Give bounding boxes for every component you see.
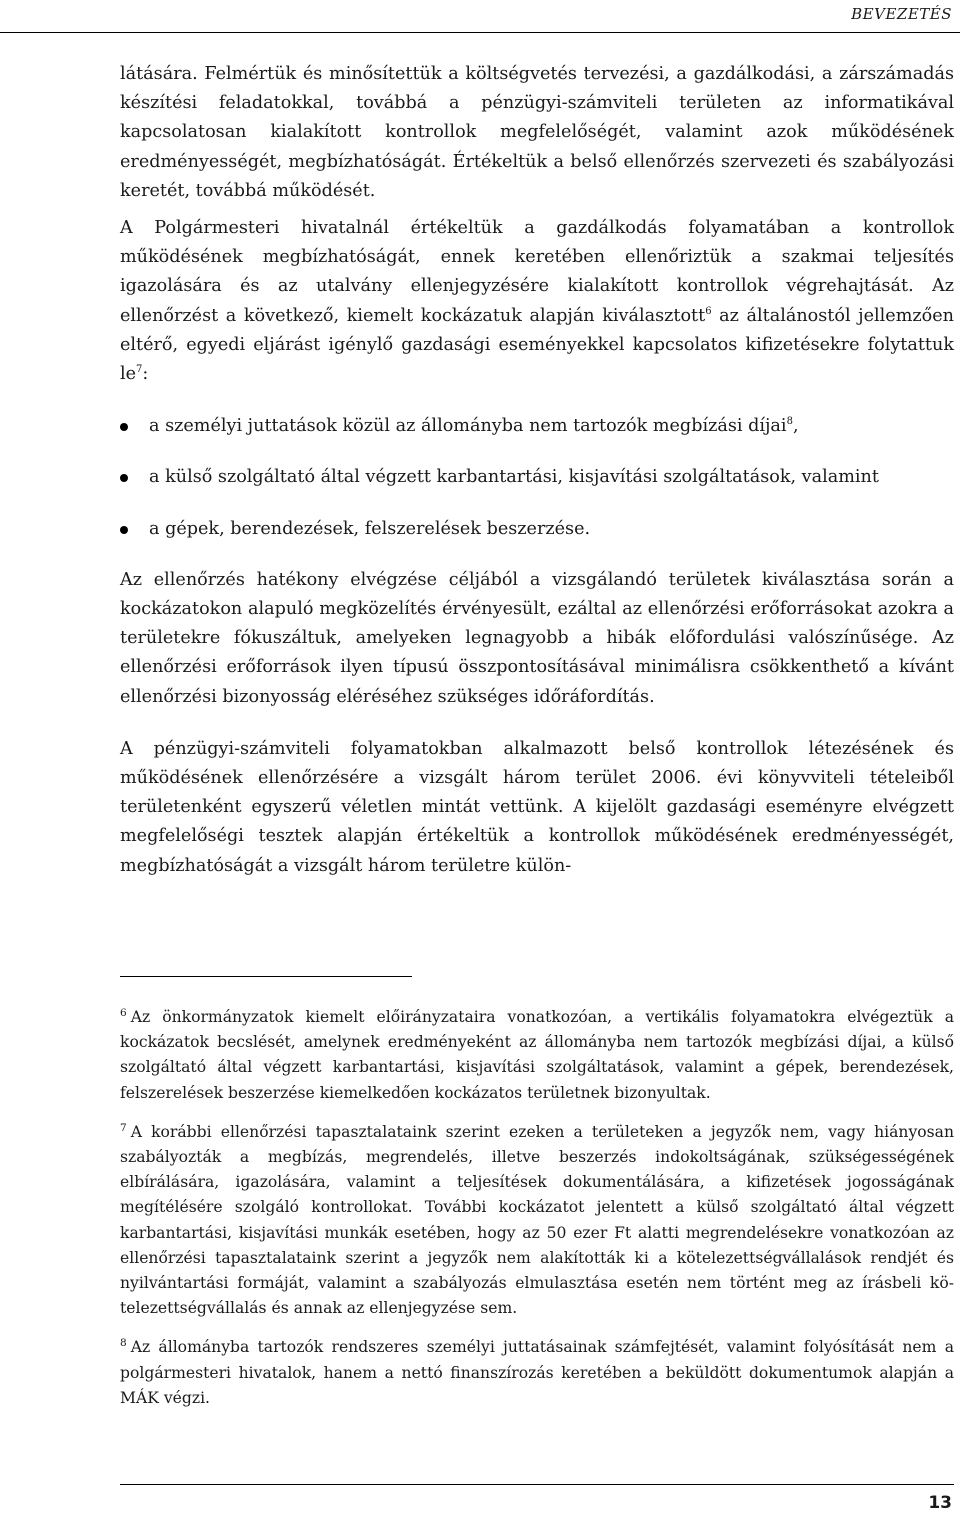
footnote-text: A korábbi ellenőrzési tapasztalataink szerint ezeken a területeken a jegyzők nem, vagy hiányosan szabályozták a megbízás, megrendelés, illetve beszerzés indokoltságának, szükségességének elbírálására, igazolására, valamint a teljesítések dokumentálására, a kifizetések jogosságának megítélésére szolgáló kontrollokat. További kockázatot jelentett a külső szolgáltató által végzett karbantartási, kisjavítási munkák esetében, hogy az 50 ezer Ft alatti megrendelésekre vonatkozóan az ellenőrzési tapasztalataink szerint a jegyzők nem alakították ki a kötelezettségvállalások rendjét és nyilvántartási formáját, valamint a szabályozás elmulasztása esetén nem történt meg az írásbeli kötelezettségvállalás és annak az ellenjegyzése sem. bbox=[120, 1122, 954, 1318]
paragraph-3: Az ellenőrzés hatékony elvégzése céljából a vizsgálandó területek kiválasztása során a kockázatokon alapuló megközelítés érvényesült, ezáltal az ellenőrzési erőforrásokat azokra a területekre fókuszáltuk, amelyeken legnagyobb a hibák előfordulási valószínűsége. Az ellenőrzési erőforrások ilyen típusú összpontosításával minimálisra csökkenthető a kívánt ellenőrzési bizonyosság eléréséhez szükséges időráfordítás. bbox=[120, 569, 954, 707]
footnote-7 bbox=[120, 1120, 954, 1322]
paragraph-2-text-a: A Polgármesteri hivatalnál értékeltük a gazdálkodás folyamatában a kontrollok működésének megbízhatóságát, ennek keretében ellenőriztük a szakmai teljesítés igazolására és az utalvány ellenjegyzésére kialakított kontrollok végrehajtását. Az ellenőrzést a következő, kiemelt kockázatuk alapján kiválasztott bbox=[120, 218, 954, 326]
footnote-ref-7[interactable]: 7 bbox=[136, 364, 143, 376]
list-item-text: a személyi juttatások közül az állományba nem tartozók megbízási díjai bbox=[149, 416, 787, 437]
footnote-8 bbox=[120, 1335, 954, 1411]
footnote-6 bbox=[120, 1005, 954, 1106]
page-number: 13 bbox=[928, 1493, 952, 1513]
footnote-ref-8[interactable]: 8 bbox=[786, 416, 793, 428]
paragraph-2-text-c: : bbox=[142, 364, 149, 385]
footer-rule bbox=[120, 1484, 954, 1485]
bullet-icon bbox=[120, 474, 128, 482]
paragraph-2-text-b: az általánostól jellemzően eltérő, egyedi eljárást igénylő gazdasági eseményekkel kapcsolatos kifizetésekre folytattuk le bbox=[120, 305, 954, 385]
footnote-ref-6[interactable]: 6 bbox=[705, 305, 712, 317]
list-item-text: a gépek, berendezések, felszerelések beszerzése. bbox=[149, 518, 591, 539]
footnotes bbox=[120, 1005, 954, 1425]
main-body bbox=[120, 60, 954, 904]
footnote-separator bbox=[120, 976, 412, 977]
footnote-text: Az állományba tartozók rendszeres személyi juttatásainak számfejtését, valamint folyósítását nem a polgármesteri hivatalok, hanem a nettó finanszírozás keretében a beküldött dokumentumok alapján a MÁK végzi. bbox=[120, 1338, 954, 1407]
bullet-icon bbox=[120, 423, 128, 431]
footnote-text: Az önkormányzatok kiemelt előirányzataira vonatkozóan, a vertikális folyamatokra elvégeztük a kockázatok becslését, amelynek eredményeként az állományba nem tartozók megbízási díjai, a külső szolgáltató által végzett karbantartási, kisjavítási szolgáltatások, valamint a gépek, berendezések, felszerelések beszerzése kiemelkedően kockázatos területnek bizonyultak. bbox=[120, 1008, 954, 1102]
list-item-text: a külső szolgáltató által végzett karbantartási, kisjavítási szolgáltatások, valamint bbox=[149, 467, 879, 488]
bullet-icon bbox=[120, 526, 128, 534]
footnote-number: 8 bbox=[120, 1337, 127, 1350]
list-item bbox=[120, 515, 954, 544]
paragraph-2 bbox=[120, 214, 954, 389]
bullet-list bbox=[120, 412, 954, 544]
list-item-tail: , bbox=[792, 416, 799, 437]
list-item bbox=[120, 412, 954, 441]
footnote-number: 6 bbox=[120, 1006, 127, 1019]
header-title: BEVEZETÉS bbox=[851, 5, 952, 23]
header-rule bbox=[0, 32, 960, 33]
list-item bbox=[120, 463, 954, 492]
running-header bbox=[0, 0, 960, 34]
paragraph-1: látására. Felmértük és minősítettük a költségvetés tervezési, a gazdálkodási, a zárszámadás készítési feladatokkal, továbbá a pénzügyi-számviteli területen az informatikával kapcsolatosan kialakított kontrollok megfelelőségét, valamint azok működésének eredményességét, megbízhatóságát. Értékeltük a belső ellenőrzés szervezeti és szabályozási keretét, továbbá működését. bbox=[120, 64, 954, 201]
paragraph-4: A pénzügyi-számviteli folyamatokban alkalmazott belső kontrollok létezésének és működésének ellenőrzésére a vizsgált három terület 2006. évi könyvviteli tételeiből területenként egyszerű véletlen mintát vettünk. A kijelölt gazdasági eseményre elvégzett megfelelőségi tesztek alapján értékeltük a kontrollok működésének eredményességét, megbízhatóságát a vizsgált három területre külön- bbox=[120, 738, 954, 876]
footnote-number: 7 bbox=[120, 1121, 127, 1134]
